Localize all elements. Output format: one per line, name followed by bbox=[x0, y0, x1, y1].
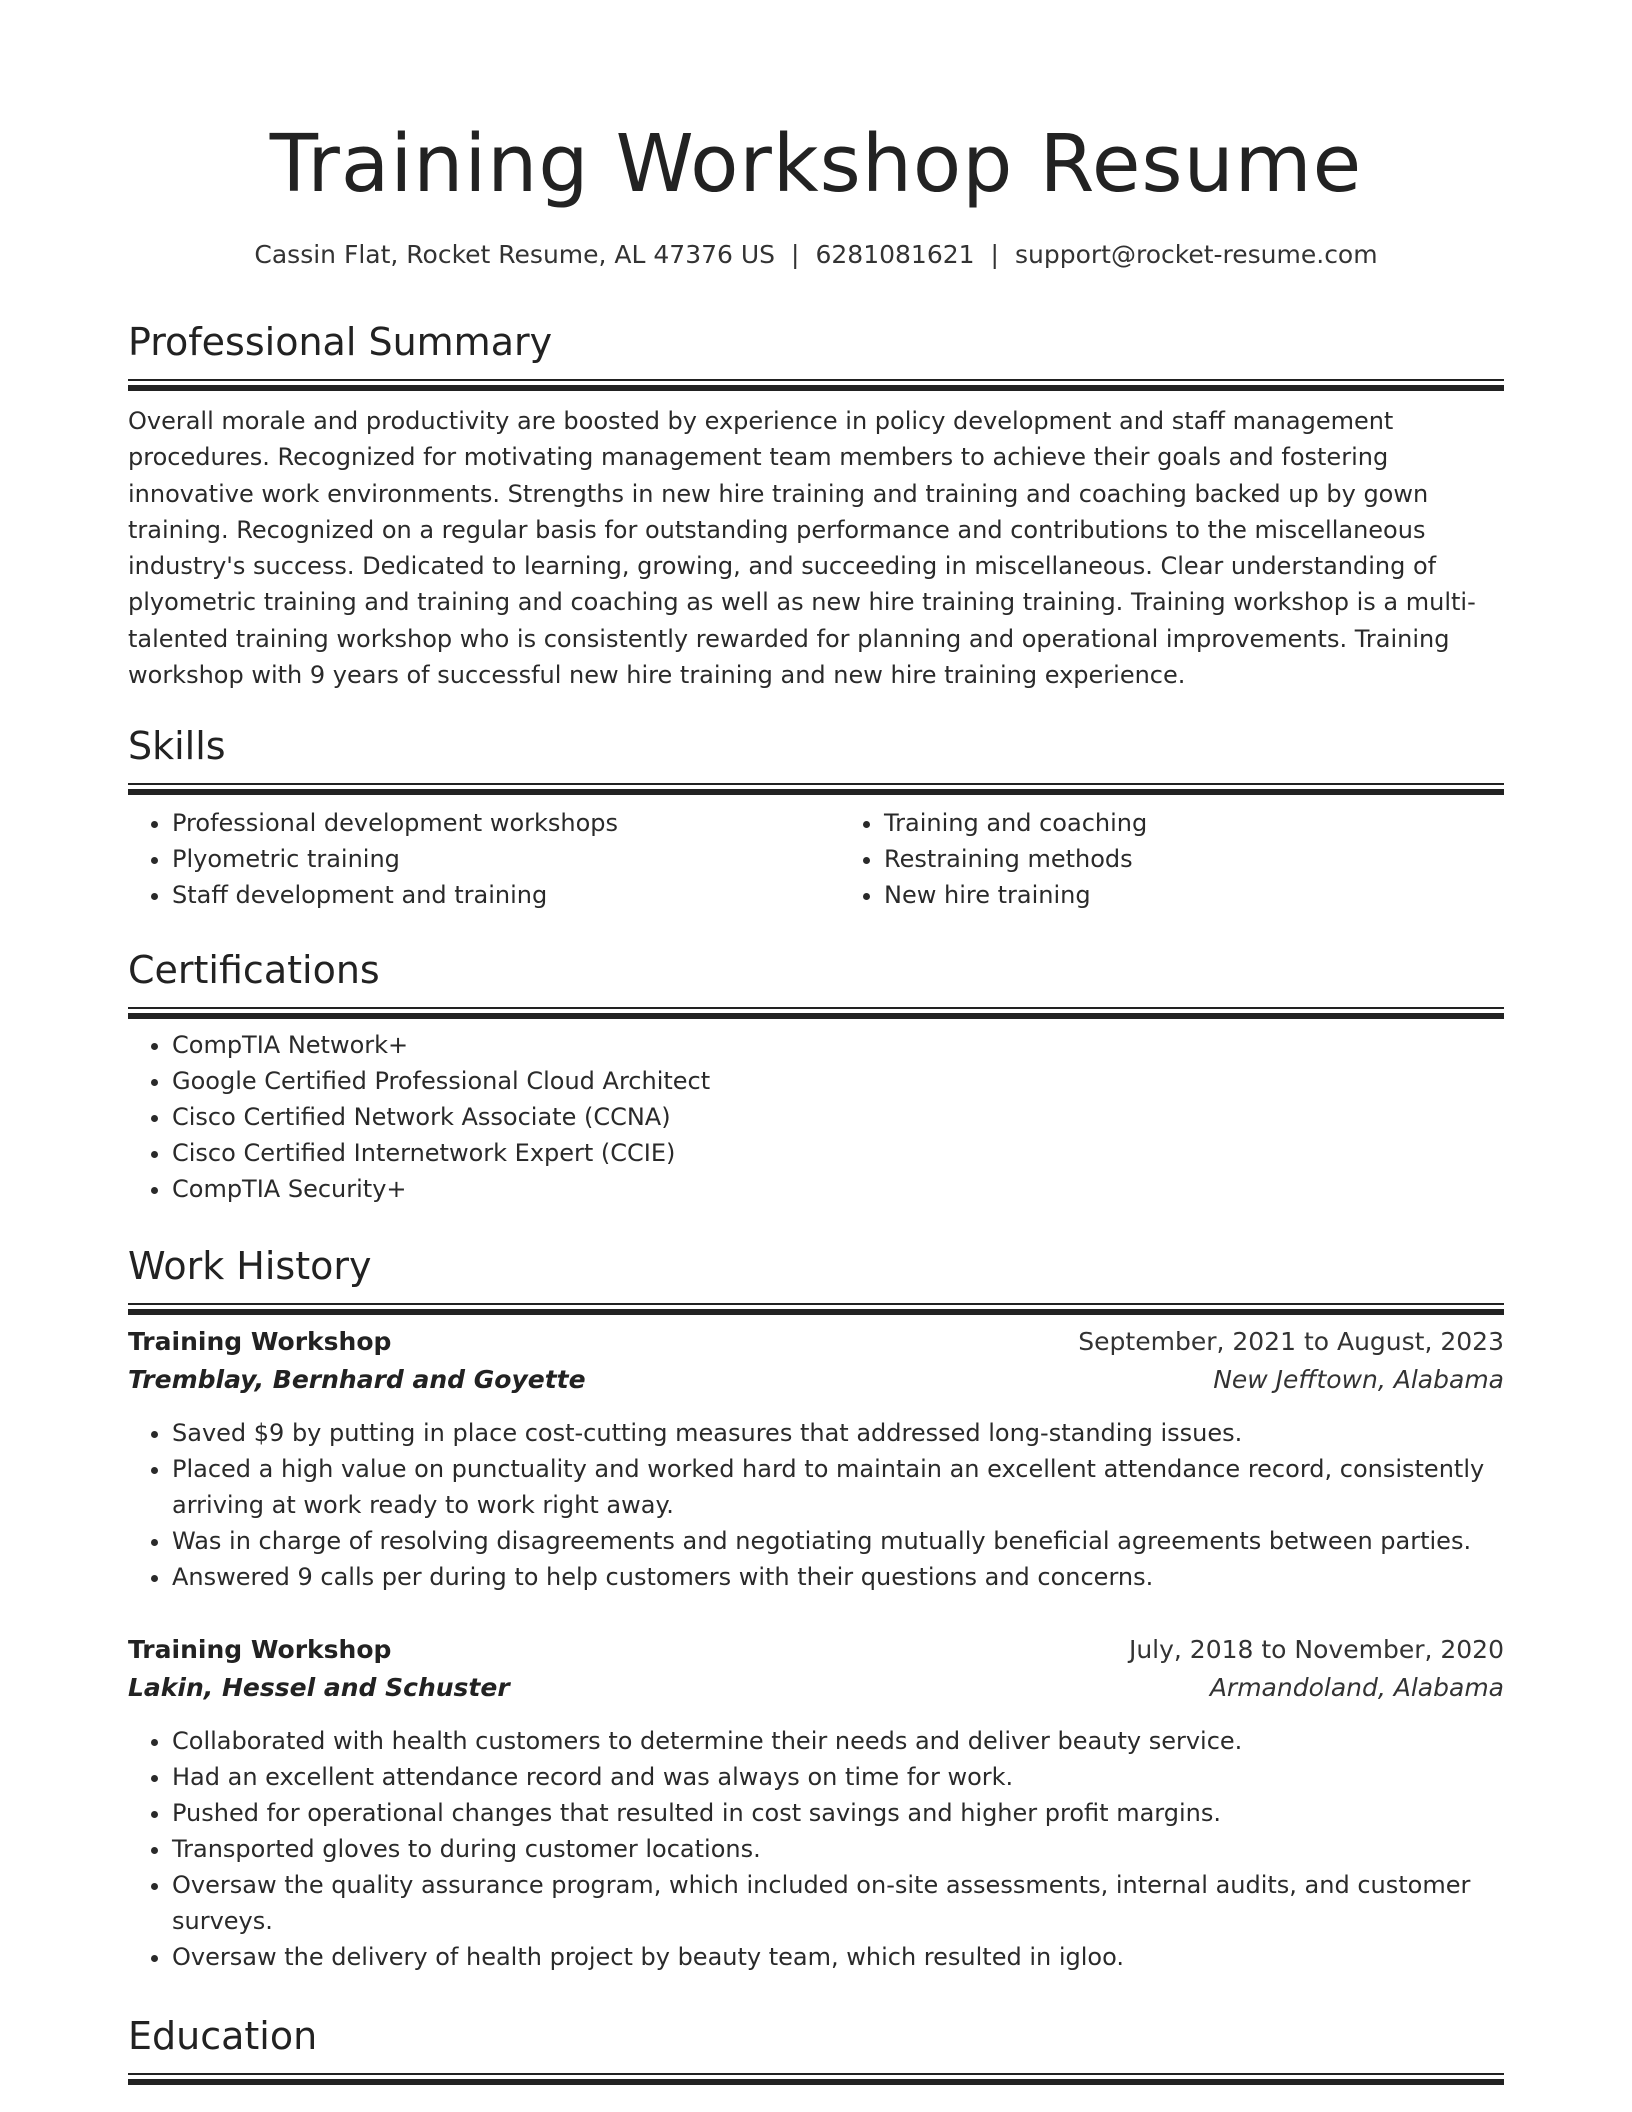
summary-text: Overall morale and productivity are boosted by experience in policy development and staff management procedures. Recognized for motivating management team members to achieve their goals and fostering innovative work environments. Strengths in new hire training and training and coaching backed up by gown training. Recognized on a regular basis for outstanding performance and contributions to the miscellaneous industry's success. Dedicated to learning, growing, and succeeding in miscellaneous. Clear understanding of plyometric training and training and coaching as well as new hire training training. Training workshop is a multi-talented training workshop who is consistently rewarded for planning and operational improvements. Training workshop with 9 years of successful new hire training and new hire training experience. bbox=[128, 407, 1476, 690]
contact-separator: | bbox=[990, 240, 999, 269]
contact-line bbox=[128, 240, 1504, 269]
work-history-heading: Work History bbox=[128, 1244, 372, 1288]
summary-section bbox=[128, 318, 1504, 693]
education-heading: Education bbox=[128, 2014, 318, 2058]
job-location: Armandoland, Alabama bbox=[1209, 1673, 1504, 1702]
job-bullet: • Oversaw the delivery of health project by beauty team, which resulted in igloo. bbox=[172, 1939, 1504, 1975]
job-bullet: • Saved $9 by putting in place cost-cutting measures that addressed long-standing issues. bbox=[172, 1415, 1504, 1451]
section-divider bbox=[128, 1303, 1504, 1309]
job-header bbox=[128, 1323, 1504, 1361]
certifications-heading: Certifications bbox=[128, 948, 380, 992]
contact-phone: 6281081621 bbox=[815, 240, 975, 269]
skills-list-left bbox=[128, 805, 806, 913]
job-bullet: • Collaborated with health customers to determine their needs and deliver beauty service. bbox=[172, 1723, 1504, 1759]
job-title: Training Workshop bbox=[128, 1635, 392, 1664]
job-subheader bbox=[128, 1669, 1504, 1707]
skills-columns bbox=[128, 805, 1504, 913]
skill-item: • Restraining methods bbox=[884, 841, 1484, 877]
job-entry bbox=[128, 1323, 1504, 1595]
section-divider bbox=[128, 1007, 1504, 1013]
skills-list-right bbox=[840, 805, 1484, 913]
job-bullets bbox=[128, 1723, 1504, 1975]
job-bullet: • Placed a high value on punctuality and worked hard to maintain an excellent attendance record, consistently arriving at work ready to work right away. bbox=[172, 1451, 1504, 1523]
contact-email[interactable]: support@rocket-resume.com bbox=[1014, 240, 1378, 269]
job-bullet: • Had an excellent attendance record and was always on time for work. bbox=[172, 1759, 1504, 1795]
contact-separator: | bbox=[791, 240, 800, 269]
job-title: Training Workshop bbox=[128, 1327, 392, 1356]
skill-item: • Training and coaching bbox=[884, 805, 1484, 841]
job-location: New Jefftown, Alabama bbox=[1213, 1365, 1504, 1394]
certification-item: • Cisco Certified Internetwork Expert (CCIE) bbox=[172, 1135, 1504, 1171]
section-divider bbox=[128, 379, 1504, 385]
certification-item: • Google Certified Professional Cloud Architect bbox=[172, 1063, 1504, 1099]
job-bullet: • Transported gloves to during customer locations. bbox=[172, 1831, 1504, 1867]
job-bullet: • Answered 9 calls per during to help customers with their questions and concerns. bbox=[172, 1559, 1504, 1595]
work-history-section bbox=[128, 1242, 1504, 1975]
job-entry bbox=[128, 1631, 1504, 1975]
section-divider bbox=[128, 783, 1504, 789]
job-bullet: • Oversaw the quality assurance program, which included on-site assessments, internal audits, and customer surveys. bbox=[172, 1867, 1504, 1939]
job-bullet: • Was in charge of resolving disagreements and negotiating mutually beneficial agreements between parties. bbox=[172, 1523, 1504, 1559]
job-company: Tremblay, Bernhard and Goyette bbox=[128, 1365, 586, 1394]
contact-address: Cassin Flat, Rocket Resume, AL 47376 US bbox=[254, 240, 776, 269]
job-subheader bbox=[128, 1361, 1504, 1399]
certifications-section bbox=[128, 946, 1504, 1207]
job-bullets bbox=[128, 1415, 1504, 1595]
education-section bbox=[128, 2012, 1504, 2079]
skill-item: • New hire training bbox=[884, 877, 1484, 913]
summary-heading: Professional Summary bbox=[128, 320, 553, 364]
skill-item: • Staff development and training bbox=[172, 877, 806, 913]
certification-item: • CompTIA Security+ bbox=[172, 1171, 1504, 1207]
skill-item: • Plyometric training bbox=[172, 841, 806, 877]
job-bullet: • Pushed for operational changes that resulted in cost savings and higher profit margins. bbox=[172, 1795, 1504, 1831]
skill-item: • Professional development workshops bbox=[172, 805, 806, 841]
job-dates: July, 2018 to November, 2020 bbox=[1128, 1635, 1504, 1664]
job-header bbox=[128, 1631, 1504, 1669]
skills-heading: Skills bbox=[128, 724, 226, 768]
certification-item: • CompTIA Network+ bbox=[172, 1027, 1504, 1063]
certification-item: • Cisco Certified Network Associate (CCNA) bbox=[172, 1099, 1504, 1135]
skills-section bbox=[128, 722, 1504, 913]
job-company: Lakin, Hessel and Schuster bbox=[128, 1673, 510, 1702]
certifications-list bbox=[128, 1027, 1504, 1207]
resume-title: Training Workshop Resume bbox=[269, 118, 1363, 210]
job-dates: September, 2021 to August, 2023 bbox=[1078, 1327, 1504, 1356]
section-divider bbox=[128, 2073, 1504, 2079]
